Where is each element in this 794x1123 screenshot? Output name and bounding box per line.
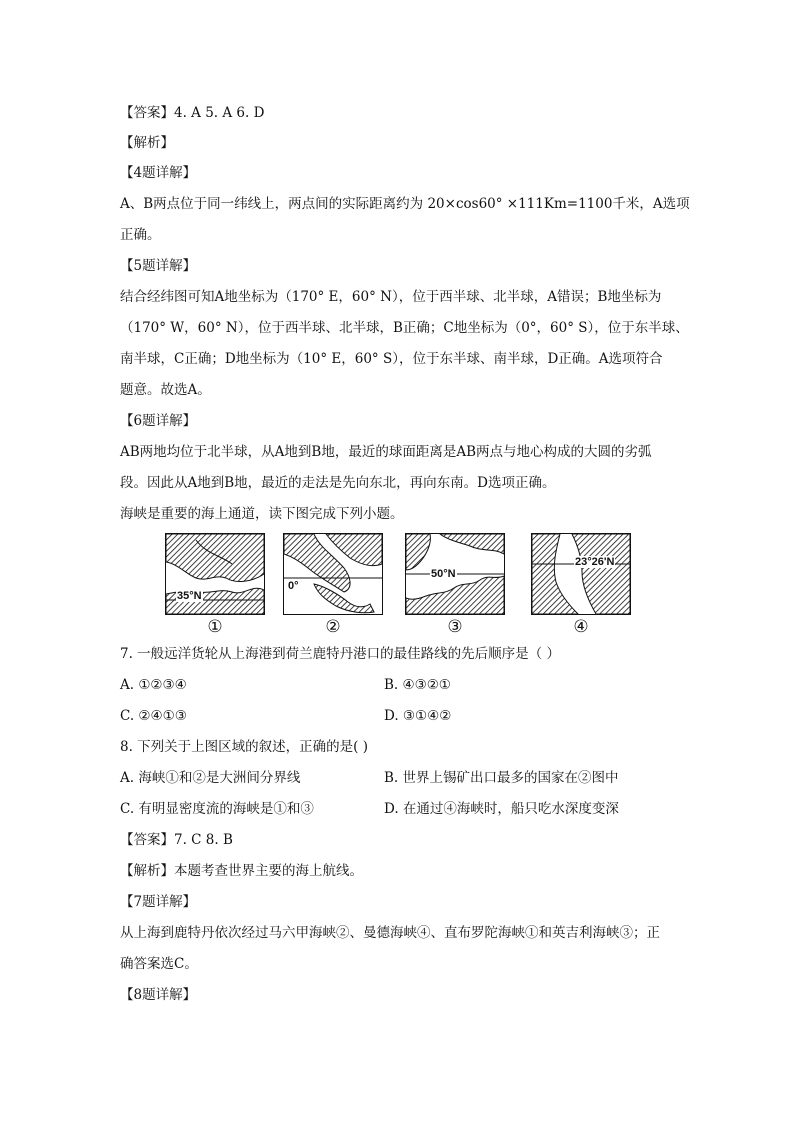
q4-detail-text: A、B两点位于同一纬线上，两点间的实际距离约为 20×cos60° ×111Km=1100千米，A选项 bbox=[120, 196, 690, 212]
question-8-option-b: B. 世界上锡矿出口最多的国家在②图中 bbox=[384, 770, 619, 786]
answer-line-7-8: 【答案】7. C 8. B bbox=[120, 832, 233, 848]
q7-detail-heading: 【7题详解】 bbox=[120, 894, 197, 910]
q4-detail-text-cont: 正确。 bbox=[120, 227, 161, 243]
question-8-option-d: D. 在通过④海峡时，船只吃水深度变深 bbox=[384, 801, 619, 817]
question-7-option-b: B. ④③②① bbox=[384, 677, 451, 693]
latitude-label-3: 50°N bbox=[431, 568, 456, 580]
q7-detail-text-cont: 确答案选C。 bbox=[120, 956, 198, 972]
strait-map-1 bbox=[165, 533, 265, 615]
analysis-summary: 【解析】本题考查世界主要的海上航线。 bbox=[120, 863, 363, 879]
question-7-option-d: D. ③①④② bbox=[384, 708, 452, 724]
figure-number-3: ③ bbox=[447, 617, 463, 637]
latitude-label-2: 0° bbox=[288, 580, 299, 592]
question-7-option-a: A. ①②③④ bbox=[120, 677, 187, 693]
q4-detail-heading: 【4题详解】 bbox=[120, 165, 197, 181]
q5-detail-text-cont: 南半球，C正确；D地坐标为（10° E，60° S），位于东半球、南半球，D正确。A选项符合 bbox=[120, 351, 663, 367]
q5-detail-text-cont: 题意。故选A。 bbox=[120, 382, 211, 398]
question-8-option-c: C. 有明显密度流的海峡是①和③ bbox=[120, 801, 314, 817]
question-8-stem: 8. 下列关于上图区域的叙述，正确的是( ) bbox=[120, 739, 368, 755]
q5-detail-heading: 【5题详解】 bbox=[120, 258, 197, 274]
q6-detail-text-cont: 段。因此从A地到B地，最近的走法是先向东北，再向东南。D选项正确。 bbox=[120, 475, 556, 491]
strait-map-4 bbox=[531, 533, 631, 615]
figure-number-2: ② bbox=[325, 617, 341, 637]
question-7-stem: 7. 一般远洋货轮从上海港到荷兰鹿特丹港口的最佳路线的先后顺序是（ ） bbox=[120, 646, 560, 662]
analysis-heading: 【解析】 bbox=[120, 135, 174, 151]
q8-detail-heading: 【8题详解】 bbox=[120, 987, 197, 1003]
latitude-label-1: 35°N bbox=[177, 590, 202, 602]
latitude-label-4: 23°26'N bbox=[575, 556, 615, 568]
q5-detail-text: 结合经纬图可知A地坐标为（170° E，60° N），位于西半球、北半球，A错误；B地坐标为 bbox=[120, 289, 662, 305]
q6-detail-heading: 【6题详解】 bbox=[120, 413, 197, 429]
q7-detail-text: 从上海到鹿特丹依次经过马六甲海峡②、曼德海峡④、直布罗陀海峡①和英吉利海峡③；正 bbox=[120, 925, 660, 941]
figure-number-1: ① bbox=[207, 617, 223, 637]
strait-figures bbox=[165, 533, 635, 639]
q6-detail-text: AB两地均位于北半球，从A地到B地，最近的球面距离是AB两点与地心构成的大圆的劣弧 bbox=[120, 444, 652, 460]
strait-intro: 海峡是重要的海上通道，读下图完成下列小题。 bbox=[120, 506, 404, 522]
answer-line-4-6: 【答案】4. A 5. A 6. D bbox=[120, 105, 265, 121]
strait-map-2 bbox=[283, 533, 383, 615]
strait-map-3 bbox=[405, 533, 505, 615]
question-8-option-a: A. 海峡①和②是大洲间分界线 bbox=[120, 770, 301, 786]
question-7-option-c: C. ②④①③ bbox=[120, 708, 187, 724]
q5-detail-text-cont: （170° W，60° N），位于西半球、北半球，B正确；C地坐标为（0°，60° S），位于东半球、 bbox=[120, 320, 689, 336]
figure-number-4: ④ bbox=[573, 617, 589, 637]
